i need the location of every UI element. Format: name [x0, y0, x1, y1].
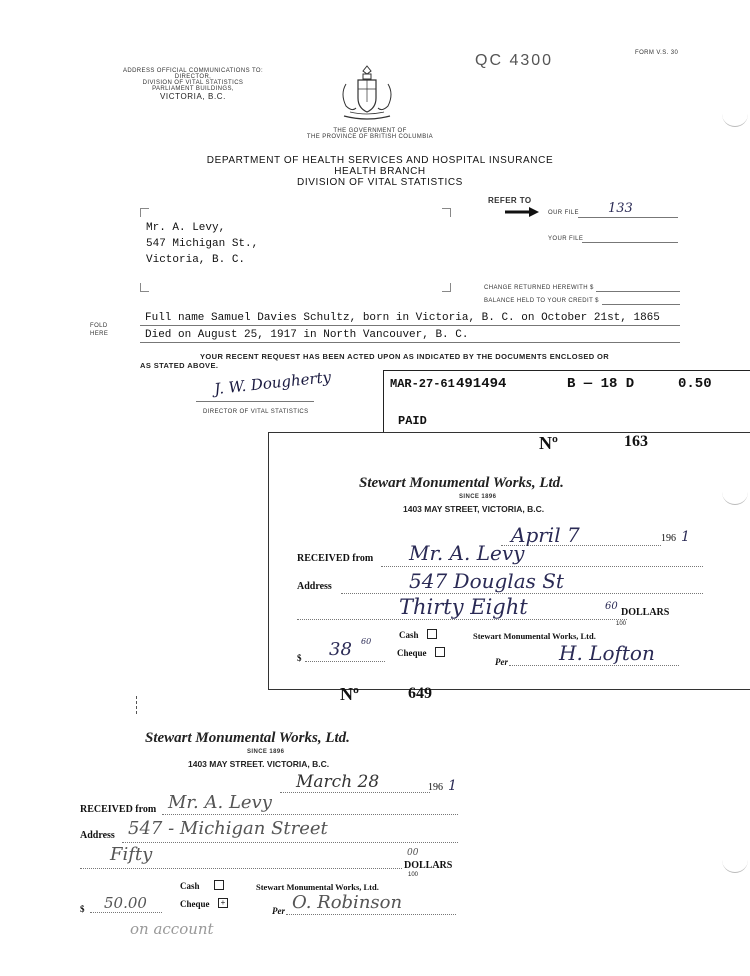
record-details — [145, 310, 660, 344]
our-file-label: OUR FILE — [548, 210, 579, 216]
address-official-block — [118, 68, 268, 101]
request-statement: YOUR RECENT REQUEST HAS BEEN ACTED UPON AS INDICATED BY THE DOCUMENTS ENCLOSED OR AS STATED ABOVE. — [140, 352, 610, 370]
government-line: THE GOVERNMENT OF — [333, 128, 407, 134]
department-line: DIVISION OF VITAL STATISTICS — [297, 177, 463, 188]
cheque-label: Cheque — [180, 899, 210, 909]
address-line: VICTORIA, B.C. — [159, 92, 227, 101]
address-label: Address — [80, 830, 115, 841]
stamp-date: MAR-27-61 — [390, 377, 455, 391]
balance-held-label: BALANCE HELD TO YOUR CREDIT $ — [484, 298, 599, 304]
address-value: 547 - Michigan Street — [128, 818, 328, 839]
government-line: THE PROVINCE OF BRITISH COLUMBIA — [306, 134, 434, 140]
address-line: DIRECTOR, — [174, 74, 212, 80]
received-from-value: Mr. A. Levy — [168, 792, 272, 813]
received-from-label: RECEIVED from — [297, 553, 374, 564]
director-label: DIRECTOR OF VITAL STATISTICS — [203, 409, 309, 415]
receipt-date: April 7 — [511, 523, 580, 547]
cash-option — [399, 625, 437, 643]
address-line: DIVISION OF VITAL STATISTICS — [142, 80, 244, 86]
cash-checkbox[interactable] — [214, 880, 224, 890]
address-label: Address — [297, 581, 332, 592]
address-line: ADDRESS OFFICIAL COMMUNICATIONS TO: — [122, 68, 264, 74]
government-heading — [300, 128, 440, 140]
cents-numerator: 60 — [605, 601, 618, 612]
department-heading — [170, 155, 590, 188]
received-from-label: RECEIVED from — [80, 804, 157, 815]
per-label: Per — [495, 657, 508, 667]
receipt-163 — [268, 432, 750, 690]
our-file-value: 133 — [608, 201, 633, 216]
dollar-sign: $ — [80, 904, 85, 914]
fold-here-label: FOLD HERE — [90, 323, 109, 337]
company-name: Stewart Monumental Works, Ltd. — [145, 730, 350, 746]
payment-stamp — [383, 370, 750, 436]
qc-number: QC 4300 — [475, 52, 554, 69]
amount-in-words: Thirty Eight — [399, 595, 528, 619]
form-number: FORM V.S. 30 — [635, 50, 679, 56]
amount-value: 50.00 — [104, 894, 147, 912]
cheque-checkbox-checked[interactable]: + — [218, 898, 228, 908]
cents-numerator: 00 — [407, 848, 419, 858]
cents-denominator: 100 — [616, 621, 627, 627]
cash-label: Cash — [399, 630, 419, 640]
change-returned-label: CHANGE RETURNED HEREWITH $ — [484, 285, 594, 291]
cheque-label: Cheque — [397, 648, 427, 658]
per-signature: O. Robinson — [292, 892, 403, 913]
receipt-649 — [0, 684, 750, 976]
street-address: 1403 MAY STREET. VICTORIA, B.C. — [188, 759, 330, 769]
company-signature-label: Stewart Monumental Works, Ltd. — [256, 882, 379, 892]
cents-denominator: 100 — [408, 872, 419, 878]
your-file-label: YOUR FILE — [548, 236, 584, 242]
cheque-option — [180, 894, 228, 912]
receipt-date: March 28 — [296, 772, 380, 792]
department-line: DEPARTMENT OF HEALTH SERVICES AND HOSPITAL INSURANCE — [206, 155, 554, 166]
amount-cents: 60 — [361, 637, 372, 646]
dollars-label: DOLLARS — [621, 607, 670, 618]
amount-value: 38 — [329, 639, 352, 660]
year-prefix: 196 — [661, 533, 676, 544]
year-prefix: 196 — [428, 782, 443, 793]
address-line: PARLIAMENT BUILDINGS, — [152, 86, 234, 92]
recipient-line: 547 Michigan St., — [146, 238, 259, 250]
year-suffix: 1 — [681, 529, 690, 545]
per-signature: H. Lofton — [559, 641, 655, 665]
company-name: Stewart Monumental Works, Ltd. — [359, 475, 564, 491]
cash-checkbox[interactable] — [427, 629, 437, 639]
since-label: SINCE 1896 — [459, 494, 497, 500]
address-value: 547 Douglas St — [409, 569, 564, 593]
since-label: SINCE 1896 — [247, 749, 285, 755]
dollar-sign: $ — [297, 653, 302, 663]
receipt-number-label: Nº — [340, 684, 359, 704]
year-suffix: 1 — [448, 778, 457, 794]
recipient-line: Victoria, B. C. — [146, 254, 246, 266]
stamp-amount: 0.50 — [678, 376, 712, 392]
per-label: Per — [272, 906, 285, 916]
receipt-number-label: Nº — [539, 433, 558, 453]
record-line: Full name Samuel Davies Schultz, born in Victoria, B. C. on October 21st, 1865 — [145, 312, 660, 324]
received-from-value: Mr. A. Levy — [409, 541, 525, 565]
street-address: 1403 MAY STREET, VICTORIA, B.C. — [403, 504, 545, 514]
department-line: HEALTH BRANCH — [334, 166, 426, 177]
recipient-address — [146, 220, 258, 268]
record-line: Died on August 25, 1917 in North Vancouver, B. C. — [145, 329, 469, 341]
stamp-paid-label: PAID — [398, 414, 427, 428]
vital-statistics-letter — [0, 0, 750, 440]
arrow-right-icon — [505, 207, 541, 217]
note-on-account: on account — [130, 920, 214, 938]
cash-option — [180, 876, 224, 894]
receipt-number: 163 — [624, 433, 648, 450]
stamp-code: B — 18 D — [567, 376, 635, 392]
cheque-option — [397, 643, 445, 661]
director-signature: J. W. Dougherty — [213, 367, 332, 399]
recipient-line: Mr. A. Levy, — [146, 222, 226, 234]
cheque-checkbox[interactable] — [435, 647, 445, 657]
coat-of-arms-icon — [336, 62, 398, 124]
stamp-serial: 491494 — [456, 376, 507, 392]
refer-to-label: REFER TO — [488, 196, 532, 205]
amount-in-words: Fifty — [110, 844, 153, 865]
receipt-number: 649 — [408, 685, 432, 702]
cash-label: Cash — [180, 881, 200, 891]
company-signature-label: Stewart Monumental Works, Ltd. — [473, 631, 596, 641]
dollars-label: DOLLARS — [404, 860, 453, 871]
